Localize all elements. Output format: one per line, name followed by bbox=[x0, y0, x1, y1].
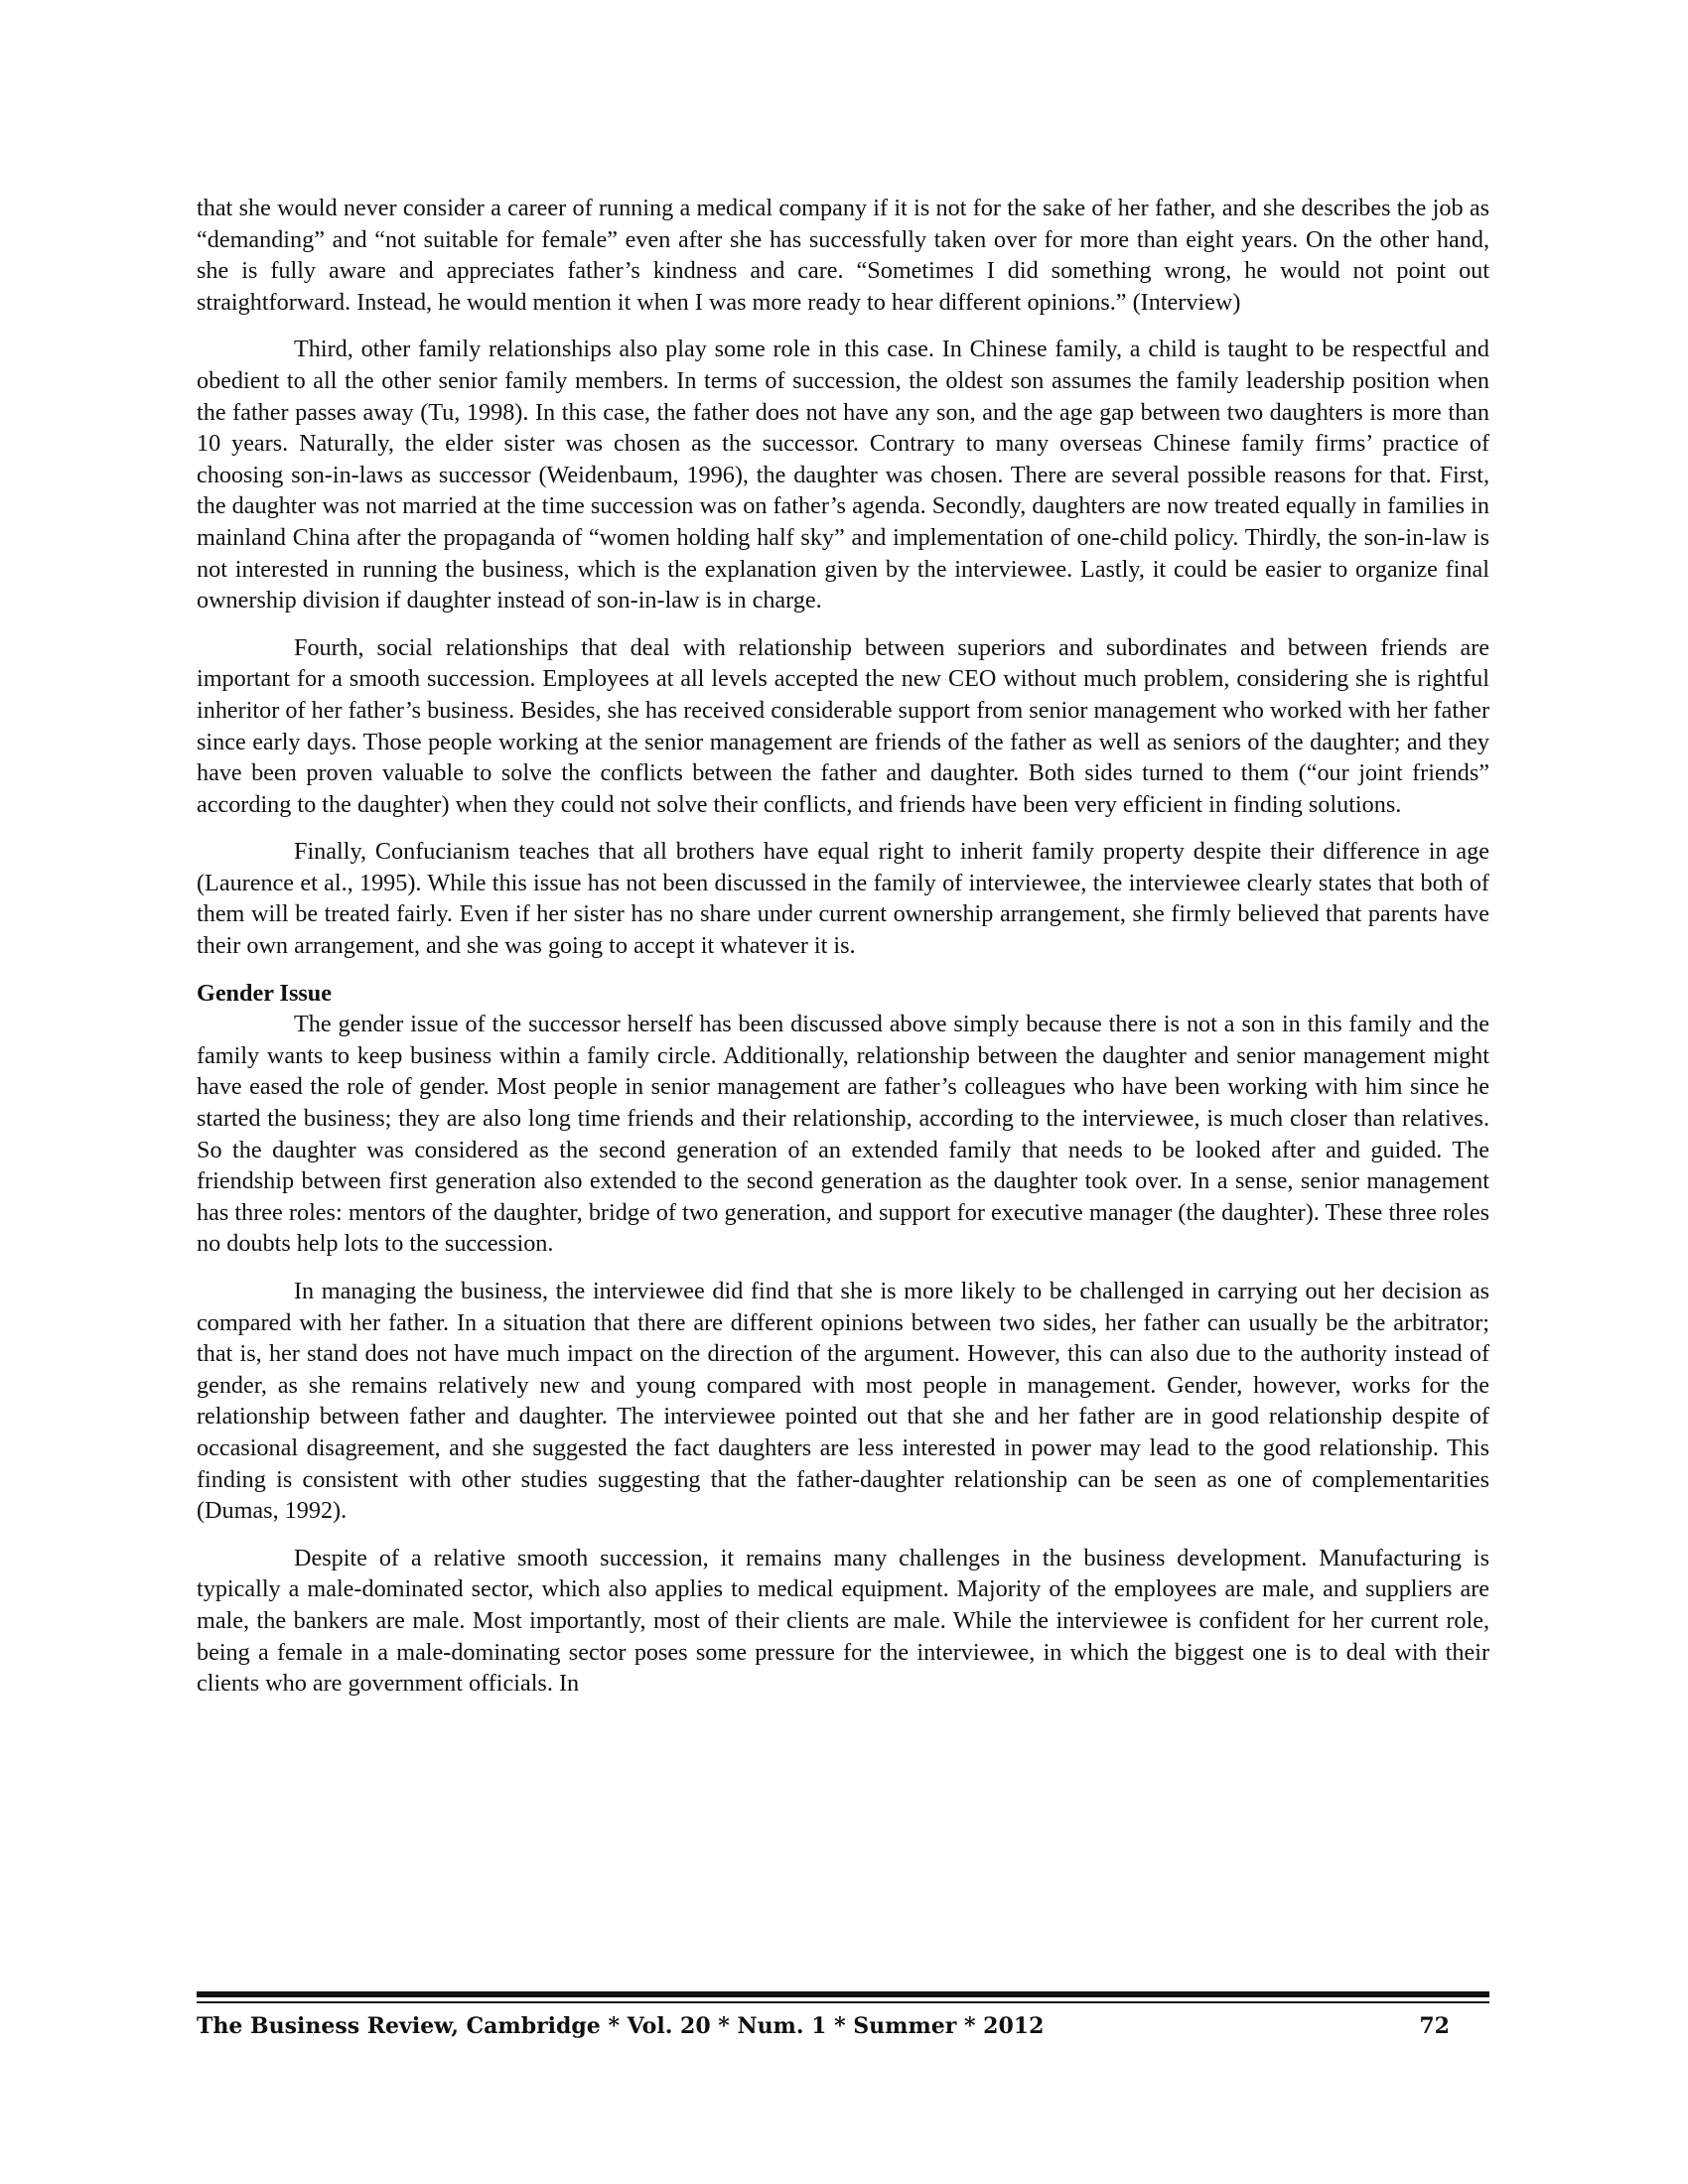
section-heading-gender-issue: Gender Issue bbox=[197, 979, 332, 1007]
paragraph-finally-confucianism: Finally, Confucianism teaches that all brothers have equal right to inherit family property despite their difference in age (Laurence et al., 1995). While this issue has not been discussed in the family of interviewee, the interviewee clearly states that both of them will be treated fairly. Even if her sister has no share under current ownership arrangement, she firmly believed that parents have their own arrangement, and she was going to accept it whatever it is. bbox=[197, 838, 1489, 960]
footer-rule-thin bbox=[197, 2001, 1489, 2003]
paragraph-third-family-relationships: Third, other family relationships also play some role in this case. In Chinese family, a child is taught to be respectful and obedient to all the other senior family members. In terms of succession, the oldest son assumes the family leadership position when the father passes away (Tu, 1998). In this case, the father does not have any son, and the age gap between two daughters is more than 10 years. Naturally, the elder sister was chosen as the successor. Contrary to many overseas Chinese family firms’ practice of choosing son-in-laws as successor (Weidenbaum, 1996), the daughter was chosen. There are several possible reasons for that. First, the daughter was not married at the time succession was on father’s agenda. Secondly, daughters are now treated equally in families in mainland China after the propaganda of “women holding half sky” and implementation of one-child policy. Thirdly, the son-in-law is not interested in running the business, which is the explanation given by the interviewee. Lastly, it could be easier to organize final ownership division if daughter instead of son-in-law is in charge. bbox=[197, 336, 1489, 614]
page-body bbox=[197, 193, 1489, 1700]
paragraph-managing-business: In managing the business, the interviewee did find that she is more likely to be challenged in carrying out her decision as compared with her father. In a situation that there are different opinions between two sides, her father can usually be the arbitrator; that is, her stand does not have much impact on the direction of the argument. However, this can also due to the authority instead of gender, as she remains relatively new and young compared with most people in management. Gender, however, works for the relationship between father and daughter. The interviewee pointed out that she and her father are in good relationship despite of occasional disagreement, and she suggested the fact daughters are less interested in power may lead to the good relationship. This finding is consistent with other studies suggesting that the father-daughter relationship can be seen as one of complementarities (Dumas, 1992). bbox=[197, 1278, 1489, 1525]
paragraph-fourth-social-relationships: Fourth, social relationships that deal with relationship between superiors and subordinates and between friends are important for a smooth succession. Employees at all levels accepted the new CEO without much problem, considering she is rightful inheritor of her father’s business. Besides, she has received considerable support from senior management who worked with her father since early days. Those people working at the senior management are friends of the father as well as seniors of the daughter; and they have been proven valuable to solve the conflicts between the father and daughter. Both sides turned to them (“our joint friends” according to the daughter) when they could not solve their conflicts, and friends have been very efficient in finding solutions. bbox=[197, 633, 1489, 818]
footer-journal-citation: The Business Review, Cambridge * Vol. 20 * Num. 1 * Summer * 2012 bbox=[197, 2013, 1045, 2039]
footer-page-number: 72 bbox=[1419, 2013, 1450, 2039]
paragraph-continuation: that she would never consider a career of running a medical company if it is not for the sake of her father, and she describes the job as “demanding” and “not suitable for female” even after she has successfully taken over for more than eight years. On the other hand, she is fully aware and appreciates father’s kindness and care. “Sometimes I did something wrong, he would not point out straightforward. Instead, he would mention it when I was more ready to hear different opinions.” (Interview) bbox=[197, 195, 1489, 316]
footer-rule-thick bbox=[197, 1991, 1489, 1997]
paragraph-challenges: Despite of a relative smooth succession, it remains many challenges in the business development. Manufacturing is typically a male-dominated sector, which also applies to medical equipment. Majority of the employees are male, and suppliers are male, the bankers are male. Most importantly, most of their clients are male. While the interviewee is confident for her current role, being a female in a male-dominating sector poses some pressure for the interviewee, in which the biggest one is to deal with their clients who are government officials. In bbox=[197, 1544, 1489, 1698]
paragraph-gender-issue: The gender issue of the successor herself has been discussed above simply because there is not a son in this family and the family wants to keep business within a family circle. Additionally, relationship between the daughter and senior management might have eased the role of gender. Most people in senior management are father’s colleagues who have been working with him since he started the business; they are also long time friends and their relationship, according to the interviewee, is much closer than relatives. So the daughter was considered as the second generation of an extended family that needs to be looked after and guided. The friendship between first generation also extended to the second generation as the daughter took over. In a sense, senior management has three roles: mentors of the daughter, bridge of two generation, and support for executive manager (the daughter). These three roles no doubts help lots to the succession. bbox=[197, 1011, 1489, 1258]
